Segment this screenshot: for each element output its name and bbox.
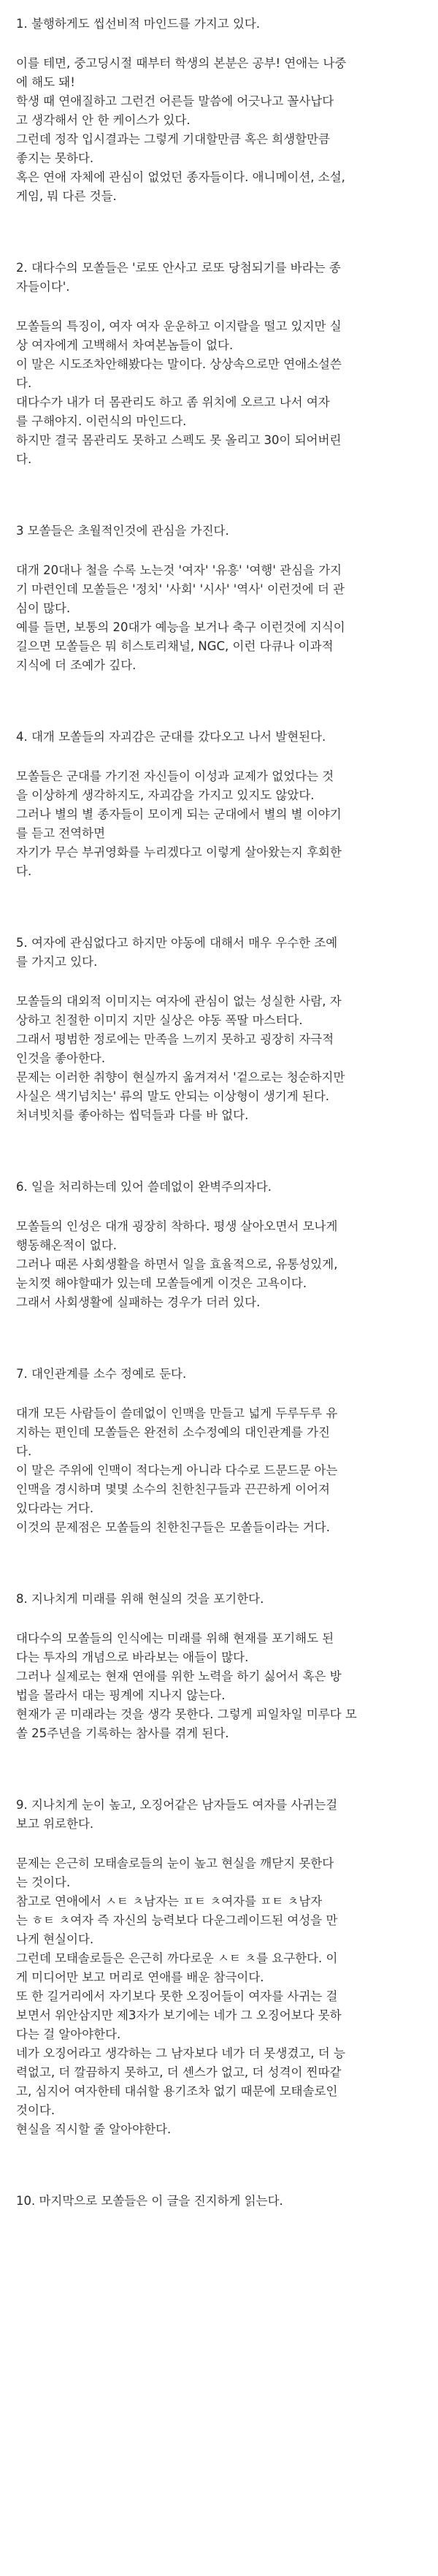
- text-line: 9. 지나치게 눈이 높고, 오징어같은 남자들도 여자를 사귀는걸: [16, 1798, 338, 1812]
- text-line: 그런데 모태솔로들은 은근히 까다로운 ㅅㅌ ㅊ를 요구한다. 이: [16, 1951, 338, 1965]
- text-line: 그래서 평범한 정로에는 만족을 느끼지 못하고 굉장히 자극적: [16, 1032, 334, 1046]
- text-line: 대개 모든 사람들이 쓸데없이 인맥을 만들고 넓게 두루두루 유: [16, 1406, 338, 1420]
- text-line: 력없고, 더 깔끔하지 못하고, 더 센스가 없고, 더 성격이 찐따같: [16, 2065, 342, 2079]
- text-line: 다.: [16, 864, 32, 878]
- section-3: [16, 522, 422, 675]
- text-line: 눈치껏 해야할때가 있는데 모쏠들에게 이것은 고욕이다.: [16, 1276, 307, 1290]
- text-line: 다.: [16, 452, 32, 466]
- text-line: 것이다.: [16, 2103, 55, 2117]
- text-line: 다는 걸 알아야한다.: [16, 2027, 121, 2041]
- text-line: 좋지는 못하다.: [16, 151, 94, 165]
- text-line: 다는 투자의 개념으로 바라보는 애들이 많다.: [16, 1650, 249, 1664]
- section-9: [16, 1796, 422, 2139]
- text-line: 는 것이다.: [16, 1875, 71, 1889]
- text-line: 그런데 정작 입시결과는 그렇게 기대할만큼 혹은 희생할만큼: [16, 132, 330, 146]
- text-line: 참고로 연애에서 ㅅㅌ ㅊ남자는 ㅍㅌ ㅊ여자를 ㅍㅌ ㅊ남자: [16, 1894, 323, 1908]
- text-line: 예를 들면, 보통의 20대가 예능을 보거나 축구 이런것에 지식이: [16, 620, 345, 634]
- text-line: 법을 몰라서 대는 핑계에 지나지 않는다.: [16, 1688, 226, 1702]
- text-line: 그러나 별의 별 종자들이 모이게 되는 군대에서 별의 별 이야기: [16, 807, 342, 821]
- text-line: 2. 대다수의 모쏠들은 '로또 안사고 로또 당첨되기를 바라는 종: [16, 261, 341, 275]
- section-heading: [16, 15, 422, 34]
- section-paragraph: [16, 1217, 422, 1312]
- section-8: [16, 1590, 422, 1743]
- text-line: 모쏠들은 군대를 가기전 자신들이 이성과 교제가 없었다는 것: [16, 769, 334, 783]
- text-line: 대다수의 모쏠들의 인식에는 미래를 위해 현재를 포기해도 된: [16, 1631, 334, 1645]
- section-paragraph: [16, 317, 422, 469]
- section-heading: [16, 522, 422, 541]
- text-line: 이를 테면, 중고딩시절 때부터 학생의 본분은 공부! 연애는 나중: [16, 56, 347, 70]
- text-line: 7. 대인관계를 소수 정예로 둔다.: [16, 1367, 187, 1381]
- text-line: 심이 많다.: [16, 601, 71, 615]
- text-line: 쏠 25주년을 기록하는 참사를 겪게 된다.: [16, 1726, 229, 1740]
- text-line: 인맥을 경시하며 몇몇 소수의 친한친구들과 끈끈하게 이어져: [16, 1482, 330, 1496]
- text-line: 지식에 더 조예가 깊다.: [16, 658, 137, 672]
- text-line: 게임, 뭐 다른 것들.: [16, 189, 117, 203]
- section-heading: [16, 1365, 422, 1384]
- text-line: 현실을 직시할 줄 알아야한다.: [16, 2122, 172, 2136]
- text-line: 다.: [16, 376, 32, 390]
- text-line: 하지만 결국 몸관리도 못하고 스펙도 못 올리고 30이 되어버린: [16, 433, 342, 447]
- text-line: 사실은 색기넘치는' 류의 말도 안되는 이상형이 생기게 된다.: [16, 1089, 330, 1103]
- text-line: 그러나 실제로는 현재 연애를 위한 노력을 하기 싫어서 혹은 방: [16, 1669, 342, 1683]
- text-line: 자기가 무슨 부귀영화를 누리겠다고 이렇게 살아왔는지 후회한: [16, 845, 342, 859]
- text-line: 대개 20대나 철을 수록 노는것 '여자' '유흥' '여행' 관심을 가지: [16, 563, 342, 577]
- text-line: 혹은 연애 자체에 관심이 없었던 종자들이다. 애니메이션, 소설,: [16, 170, 345, 184]
- text-line: 기 마련인데 모쏠들은 '정치' '사회' '시사' '역사' 이런것에 더 관: [16, 582, 345, 596]
- text-line: 고, 심지어 여자한테 대쉬할 용기조차 없기 때문에 모태솔로인: [16, 2084, 338, 2098]
- text-line: 이것의 문제점은 모쏠들의 친한친구들은 모쏠들이라는 거다.: [16, 1520, 330, 1534]
- section-paragraph: [16, 767, 422, 881]
- section-paragraph: [16, 992, 422, 1125]
- section-heading: [16, 1178, 422, 1197]
- text-line: 4. 대개 모쏠들의 자괴감은 군대를 갔다오고 나서 발현된다.: [16, 730, 326, 744]
- text-line: 그러나 때론 사회생활을 하면서 일을 효율적으로, 유통성있게,: [16, 1257, 338, 1271]
- section-2: [16, 259, 422, 469]
- section-10: [16, 2192, 422, 2211]
- text-line: 대다수가 내가 더 몸관리도 하고 좀 위치에 오르고 나서 여자: [16, 395, 330, 409]
- text-line: 는 ㅎㅌ ㅊ여자 즉 자신의 능력보다 다운그레이드된 여성을 만: [16, 1913, 338, 1927]
- section-5: [16, 934, 422, 1125]
- text-line: 상하고 친절한 이미지 지만 실상은 야동 폭딸 마스터다.: [16, 1013, 303, 1027]
- text-line: 3 모쏠들은 초월적인것에 관심을 가진다.: [16, 524, 229, 538]
- section-paragraph: [16, 1404, 422, 1537]
- section-heading: [16, 934, 422, 972]
- text-line: 다.: [16, 1444, 32, 1458]
- text-line: 게 미디어만 보고 머리로 연애를 배운 참극이다.: [16, 1970, 264, 1984]
- text-line: 상 여자에게 고백해서 차여본놈들이 없다.: [16, 338, 234, 352]
- text-line: 인것을 좋아한다.: [16, 1051, 106, 1065]
- text-line: 를 듣고 전역하면: [16, 826, 106, 840]
- text-line: 이 말은 시도조차안해봤다는 말이다. 상상속으로만 연애소설쓴: [16, 357, 342, 371]
- section-4: [16, 728, 422, 881]
- text-line: 모쏠들의 대외적 이미지는 여자에 관심이 없는 성실한 사람, 자: [16, 994, 342, 1008]
- text-line: 5. 여자에 관심없다고 하지만 야동에 대해서 매우 우수한 조예: [16, 936, 338, 950]
- text-line: 보고 위로한다.: [16, 1817, 94, 1831]
- section-heading: [16, 728, 422, 747]
- section-7: [16, 1365, 422, 1537]
- text-line: 모쏠들의 특징이, 여자 여자 운운하고 이지랄을 떨고 있지만 실: [16, 319, 342, 333]
- text-line: 나게 현실이다.: [16, 1932, 94, 1946]
- text-line: 있다라는 거다.: [16, 1501, 94, 1515]
- text-line: 에 해도 돼!: [16, 75, 75, 89]
- text-line: 고 생각해서 안 한 케이스가 있다.: [16, 113, 191, 127]
- section-paragraph: [16, 561, 422, 675]
- text-line: 길으면 모쏠들은 뭐 히스토리채널, NGC, 이런 다큐나 이과적: [16, 639, 334, 653]
- section-heading: [16, 1590, 422, 1609]
- text-line: 지하는 편인데 모쏠들은 완전히 소수정예의 대인관계를 가진: [16, 1425, 330, 1439]
- text-line: 행동해온적이 없다.: [16, 1238, 118, 1252]
- section-paragraph: [16, 1854, 422, 2139]
- text-line: 문제는 이러한 취향이 현실까지 옮겨져서 '겉으로는 청순하지만: [16, 1070, 345, 1084]
- text-line: 이 말은 주위에 인맥이 적다는게 아니라 다수로 드문드문 아는: [16, 1463, 338, 1477]
- text-line: 처녀빗치를 좋아하는 씹덕들과 다를 바 없다.: [16, 1108, 249, 1122]
- text-line: 그래서 사회생활에 실패하는 경우가 더러 있다.: [16, 1295, 261, 1309]
- text-line: 학생 때 연애질하고 그런건 어른들 말씀에 어긋나고 꼴사납다: [16, 94, 334, 108]
- text-line: 을 이상하게 생각하지도, 자괴감을 가지고 있지도 않았다.: [16, 788, 315, 802]
- text-line: 네가 오징어라고 생각하는 그 남자보다 네가 더 못생겼고, 더 능: [16, 2046, 345, 2060]
- text-line: 를 구해야지. 이런식의 마인드다.: [16, 414, 187, 428]
- text-line: 를 가지고 있다.: [16, 955, 98, 969]
- text-line: 10. 마지막으로 모쏠들은 이 글을 진지하게 읽는다.: [16, 2194, 283, 2208]
- text-line: 8. 지나치게 미래를 위해 현실의 것을 포기한다.: [16, 1592, 264, 1606]
- text-line: 모쏠들의 인성은 대개 굉장히 착하다. 평생 살아오면서 모나게: [16, 1219, 338, 1233]
- section-paragraph: [16, 54, 422, 206]
- section-heading: [16, 2192, 422, 2211]
- section-6: [16, 1178, 422, 1312]
- section-heading: [16, 1796, 422, 1834]
- section-heading: [16, 259, 422, 297]
- text-line: 6. 일을 처리하는데 있어 쓸데없이 완벽주의자다.: [16, 1180, 272, 1194]
- text-line: 1. 불행하게도 씹선비적 마인드를 가지고 있다.: [16, 17, 261, 31]
- text-line: 보면서 위안삼지만 제3자가 보기에는 네가 그 오징어보다 못하: [16, 2008, 342, 2022]
- section-paragraph: [16, 1629, 422, 1743]
- text-line: 또 한 길거리에서 자기보다 못한 오징어들이 여자를 사귀는 걸: [16, 1989, 338, 2003]
- text-line: 문제는 은근히 모태솔로들의 눈이 높고 현실을 깨닫지 못한다: [16, 1856, 334, 1870]
- section-1: [16, 15, 422, 206]
- text-line: 자들이다'.: [16, 280, 70, 294]
- text-line: 현재가 곧 미래라는 것을 생각 못한다. 그렇게 피일차일 미루다 모: [16, 1707, 357, 1721]
